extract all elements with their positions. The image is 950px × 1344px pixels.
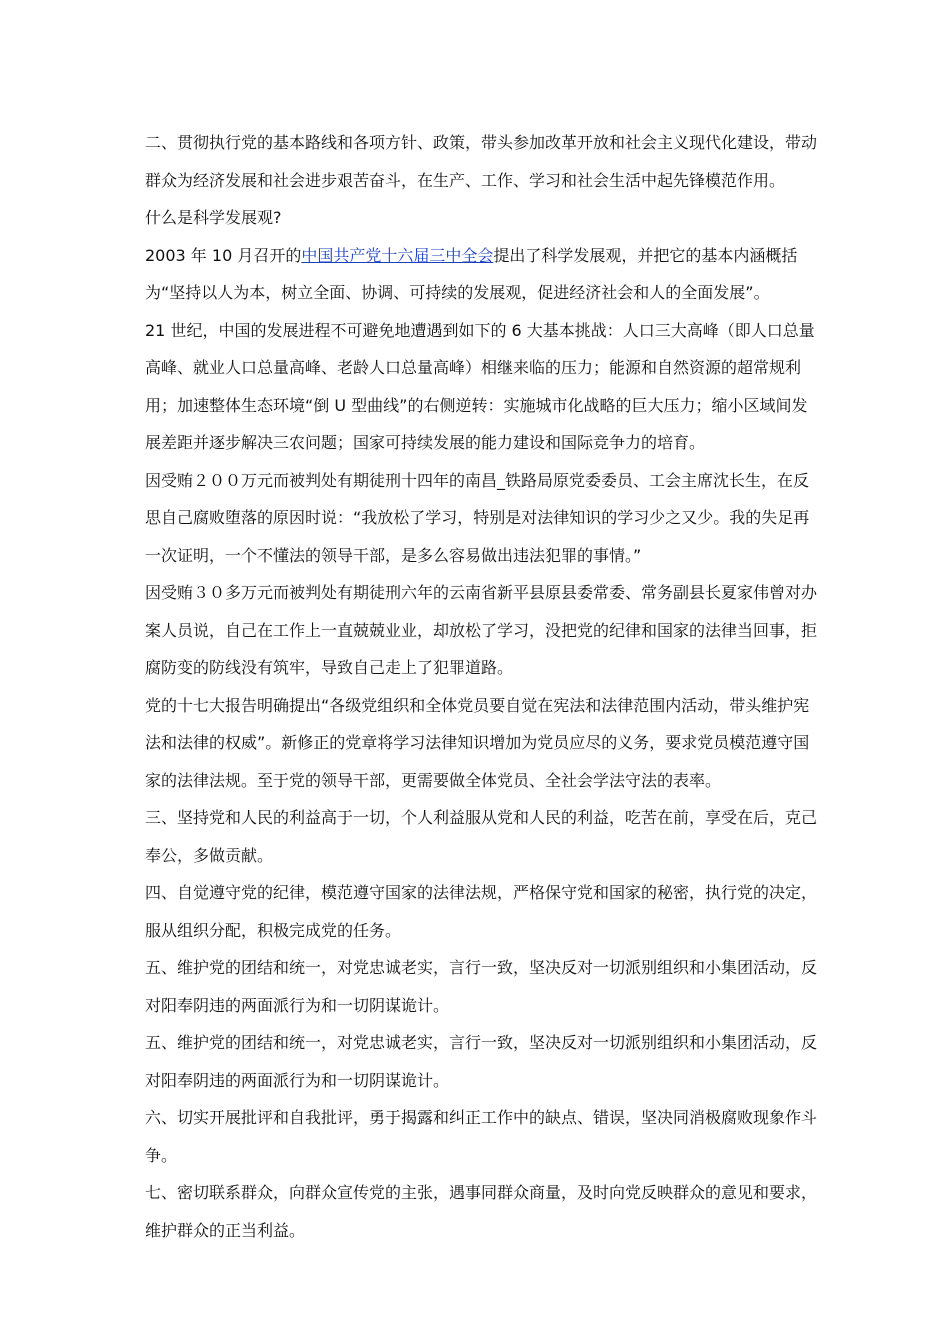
paragraph-question-scientific-outlook: 什么是科学发展观? [145, 208, 282, 227]
paragraph-case-shen: 因受贿２００万元而被判处有期徒刑十四年的南昌_铁路局原党委委员、工会主席沈长生，在反思自己腐败堕落的原因时说：“我放松了学习，特别是对法律知识的学习少之又少。我的失足再一次证明，一个不懂法的领导干部，是多么容易做出违法犯罪的事情。” [145, 470, 810, 565]
third-plenum-link[interactable]: 中国共产党十六届三中全会 [301, 245, 494, 265]
paragraph-duty-five-repeat: 五、维护党的团结和统一，对党忠诚老实，言行一致，坚决反对一切派别组织和小集团活动，反对阳奉阴违的两面派行为和一切阴谋诡计。 [145, 1033, 818, 1090]
paragraph-case-xia: 因受贿３０多万元而被判处有期徒刑六年的云南省新平县原县委常委、常务副县长夏家伟曾对办案人员说，自己在工作上一直兢兢业业，却放松了学习，没把党的纪律和国家的法律当回事，拒腐防变的防线没有筑牢，导致自己走上了犯罪道路。 [145, 583, 818, 677]
paragraph-duty-two: 二、贯彻执行党的基本路线和各项方针、政策，带头参加改革开放和社会主义现代化建设，带动群众为经济发展和社会进步艰苦奋斗，在生产、工作、学习和社会生活中起先锋模范作用。 [145, 133, 818, 190]
paragraph-scientific-outlook [145, 237, 820, 312]
paragraph-text-before-link: 2003 年 10 月召开的 [145, 245, 302, 265]
paragraph-duty-seven: 七、密切联系群众，向群众宣传党的主张，遇事同群众商量，及时向党反映群众的意见和要求，维护群众的正当利益。 [145, 1183, 818, 1240]
paragraph-seventeenth-congress: 党的十七大报告明确提出“各级党组织和全体党员要自觉在宪法和法律范围内活动，带头维护宪法和法律的权威”。新修正的党章将学习法律知识增加为党员应尽的义务，要求党员模范遵守国家的法律法规。至于党的领导干部，更需要做全体党员、全社会学法守法的表率。 [145, 695, 810, 790]
paragraph-six-challenges: 21 世纪，中国的发展进程不可避免地遭遇到如下的 6 大基本挑战：人口三大高峰（即人口总量高峰、就业人口总量高峰、老龄人口总量高峰）相继来临的压力；能源和自然资源的超常规利用；加速整体生态环境“倒 U 型曲线”的右侧逆转：实施城市化战略的巨大压力；缩小区域间发展差距并逐步解决三农问题；国家可持续发展的能力建设和国际竞争力的培育。 [145, 320, 815, 452]
paragraph-duty-three: 三、坚持党和人民的利益高于一切，个人利益服从党和人民的利益，吃苦在前，享受在后，克己奉公，多做贡献。 [145, 808, 818, 865]
paragraph-text-after-link: 提出了科学发展观，并把它的基本内涵概括为“坚持以人为本，树立全面、协调、可持续的发展观，促进经济社会和人的全面发展”。 [145, 245, 798, 302]
paragraph-duty-five: 五、维护党的团结和统一，对党忠诚老实，言行一致，坚决反对一切派别组织和小集团活动，反对阳奉阴违的两面派行为和一切阴谋诡计。 [145, 958, 818, 1015]
paragraph-duty-four: 四、自觉遵守党的纪律，模范遵守国家的法律法规，严格保守党和国家的秘密，执行党的决定，服从组织分配，积极完成党的任务。 [145, 883, 818, 940]
paragraph-duty-six: 六、切实开展批评和自我批评，勇于揭露和纠正工作中的缺点、错误，坚决同消极腐败现象作斗争。 [145, 1108, 818, 1165]
